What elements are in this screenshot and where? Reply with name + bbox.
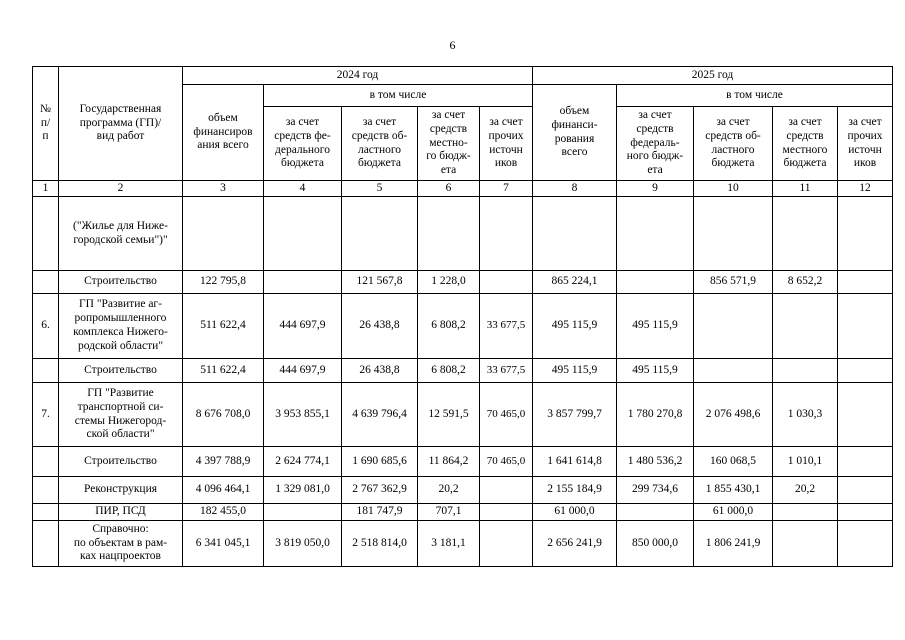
cell-col-8: 61 000,0: [533, 504, 617, 521]
row-name: ГП "Развитие аг- ропромышленного комплекса Нижего- родской области": [59, 294, 183, 359]
cell-col-3: 122 795,8: [183, 271, 264, 294]
cell-col-9: 1 480 536,2: [617, 447, 694, 477]
cell-col-12: [838, 359, 893, 383]
table-row: [33, 294, 893, 359]
cell-col-9: 299 734,6: [617, 477, 694, 504]
header-incl-2024: в том числе: [264, 85, 533, 107]
column-number-row: [33, 181, 893, 197]
row-number: [33, 504, 59, 521]
header-year-2025: 2025 год: [533, 67, 893, 85]
row-name: Реконструкция: [59, 477, 183, 504]
cell-col-7: 70 465,0: [480, 447, 533, 477]
header-c11: за счет средств местного бюджета: [773, 107, 838, 181]
cell-col-4: 3 819 050,0: [264, 521, 342, 567]
cell-col-11: [773, 521, 838, 567]
cell-col-12: [838, 197, 893, 271]
cell-col-3: 4 096 464,1: [183, 477, 264, 504]
cell-col-5: 2 767 362,9: [342, 477, 418, 504]
row-name: Строительство: [59, 447, 183, 477]
row-name: Строительство: [59, 271, 183, 294]
header-c10: за счет средств об- ластного бюджета: [694, 107, 773, 181]
cell-col-5: 26 438,8: [342, 359, 418, 383]
header-c12: за счет прочих источн иков: [838, 107, 893, 181]
cell-col-12: [838, 521, 893, 567]
header-c3: объем финансиров ания всего: [183, 85, 264, 181]
cell-col-11: 1 030,3: [773, 383, 838, 447]
cell-col-7: 33 677,5: [480, 359, 533, 383]
cell-col-12: [838, 477, 893, 504]
cell-col-3: 6 341 045,1: [183, 521, 264, 567]
cell-col-8: 2 155 184,9: [533, 477, 617, 504]
cell-col-3: 182 455,0: [183, 504, 264, 521]
cell-col-8: 3 857 799,7: [533, 383, 617, 447]
row-number: 6.: [33, 294, 59, 359]
cell-col-11: 20,2: [773, 477, 838, 504]
cell-col-7: [480, 521, 533, 567]
cell-col-4: 3 953 855,1: [264, 383, 342, 447]
col-number: 10: [694, 181, 773, 197]
row-number: [33, 271, 59, 294]
cell-col-12: [838, 294, 893, 359]
cell-col-6: 6 808,2: [418, 359, 480, 383]
financing-table: [32, 66, 893, 567]
table-row: [33, 504, 893, 521]
col-number: 9: [617, 181, 694, 197]
row-number: [33, 477, 59, 504]
cell-col-9: 850 000,0: [617, 521, 694, 567]
table-row: [33, 359, 893, 383]
table-row: [33, 521, 893, 567]
cell-col-8: 865 224,1: [533, 271, 617, 294]
cell-col-3: 511 622,4: [183, 359, 264, 383]
cell-col-3: 4 397 788,9: [183, 447, 264, 477]
cell-col-6: 707,1: [418, 504, 480, 521]
cell-col-10: [694, 197, 773, 271]
cell-col-10: 1 806 241,9: [694, 521, 773, 567]
col-number: 6: [418, 181, 480, 197]
col-number: 3: [183, 181, 264, 197]
cell-col-3: 8 676 708,0: [183, 383, 264, 447]
cell-col-6: 1 228,0: [418, 271, 480, 294]
cell-col-9: [617, 504, 694, 521]
col-number: 7: [480, 181, 533, 197]
cell-col-9: 495 115,9: [617, 359, 694, 383]
header-c5: за счет средств об- ластного бюджета: [342, 107, 418, 181]
cell-col-5: 2 518 814,0: [342, 521, 418, 567]
cell-col-4: [264, 197, 342, 271]
cell-col-6: 6 808,2: [418, 294, 480, 359]
cell-col-7: 33 677,5: [480, 294, 533, 359]
col-number: 2: [59, 181, 183, 197]
col-number: 12: [838, 181, 893, 197]
row-name: Строительство: [59, 359, 183, 383]
cell-col-10: 160 068,5: [694, 447, 773, 477]
cell-col-5: [342, 197, 418, 271]
cell-col-8: 495 115,9: [533, 294, 617, 359]
cell-col-4: 444 697,9: [264, 359, 342, 383]
cell-col-7: [480, 504, 533, 521]
row-name: Справочно: по объектам в рам- ках нацпроектов: [59, 521, 183, 567]
row-number: [33, 521, 59, 567]
cell-col-4: 444 697,9: [264, 294, 342, 359]
cell-col-10: 61 000,0: [694, 504, 773, 521]
table-body: [33, 197, 893, 567]
cell-col-10: 2 076 498,6: [694, 383, 773, 447]
cell-col-5: 1 690 685,6: [342, 447, 418, 477]
cell-col-11: [773, 294, 838, 359]
table-row: [33, 383, 893, 447]
cell-col-4: 2 624 774,1: [264, 447, 342, 477]
cell-col-12: [838, 504, 893, 521]
cell-col-8: 2 656 241,9: [533, 521, 617, 567]
row-number: [33, 197, 59, 271]
row-name: ПИР, ПСД: [59, 504, 183, 521]
row-number: [33, 359, 59, 383]
header-year-2024: 2024 год: [183, 67, 533, 85]
header-incl-2025: в том числе: [617, 85, 893, 107]
cell-col-8: 495 115,9: [533, 359, 617, 383]
cell-col-4: [264, 504, 342, 521]
table-row: [33, 447, 893, 477]
table-row: [33, 477, 893, 504]
row-number: [33, 447, 59, 477]
header-c9: за счет средств федераль- ного бюдж- ета: [617, 107, 694, 181]
cell-col-12: [838, 383, 893, 447]
cell-col-7: [480, 271, 533, 294]
header-program: Государственная программа (ГП)/ вид работ: [59, 67, 183, 181]
cell-col-10: [694, 359, 773, 383]
row-name: ГП "Развитие транспортной си- стемы Нижегород- ской области": [59, 383, 183, 447]
cell-col-10: 1 855 430,1: [694, 477, 773, 504]
cell-col-6: 12 591,5: [418, 383, 480, 447]
cell-col-9: [617, 197, 694, 271]
cell-col-8: 1 641 614,8: [533, 447, 617, 477]
cell-col-11: 1 010,1: [773, 447, 838, 477]
cell-col-4: [264, 271, 342, 294]
table-row: [33, 197, 893, 271]
cell-col-11: [773, 197, 838, 271]
cell-col-5: 26 438,8: [342, 294, 418, 359]
cell-col-6: [418, 197, 480, 271]
table-row: [33, 271, 893, 294]
row-number: 7.: [33, 383, 59, 447]
cell-col-9: [617, 271, 694, 294]
cell-col-8: [533, 197, 617, 271]
col-number: 5: [342, 181, 418, 197]
row-name: ("Жилье для Ниже- городской семьи")": [59, 197, 183, 271]
cell-col-6: 3 181,1: [418, 521, 480, 567]
cell-col-6: 20,2: [418, 477, 480, 504]
cell-col-3: 511 622,4: [183, 294, 264, 359]
header-c7: за счет прочих источн иков: [480, 107, 533, 181]
header-num: № п/ п: [33, 67, 59, 181]
header-c6: за счет средств местно- го бюдж- ета: [418, 107, 480, 181]
col-number: 11: [773, 181, 838, 197]
cell-col-11: [773, 359, 838, 383]
page-number: 6: [449, 38, 456, 52]
col-number: 8: [533, 181, 617, 197]
cell-col-7: [480, 477, 533, 504]
cell-col-9: 495 115,9: [617, 294, 694, 359]
header-c4: за счет средств фе- дерального бюджета: [264, 107, 342, 181]
cell-col-11: 8 652,2: [773, 271, 838, 294]
cell-col-10: 856 571,9: [694, 271, 773, 294]
header-c8: объем финанси- рования всего: [533, 85, 617, 181]
cell-col-3: [183, 197, 264, 271]
cell-col-9: 1 780 270,8: [617, 383, 694, 447]
cell-col-6: 11 864,2: [418, 447, 480, 477]
cell-col-4: 1 329 081,0: [264, 477, 342, 504]
col-number: 4: [264, 181, 342, 197]
cell-col-10: [694, 294, 773, 359]
col-number: 1: [33, 181, 59, 197]
cell-col-7: [480, 197, 533, 271]
cell-col-5: 181 747,9: [342, 504, 418, 521]
cell-col-12: [838, 271, 893, 294]
cell-col-11: [773, 504, 838, 521]
cell-col-7: 70 465,0: [480, 383, 533, 447]
cell-col-5: 121 567,8: [342, 271, 418, 294]
cell-col-5: 4 639 796,4: [342, 383, 418, 447]
cell-col-12: [838, 447, 893, 477]
